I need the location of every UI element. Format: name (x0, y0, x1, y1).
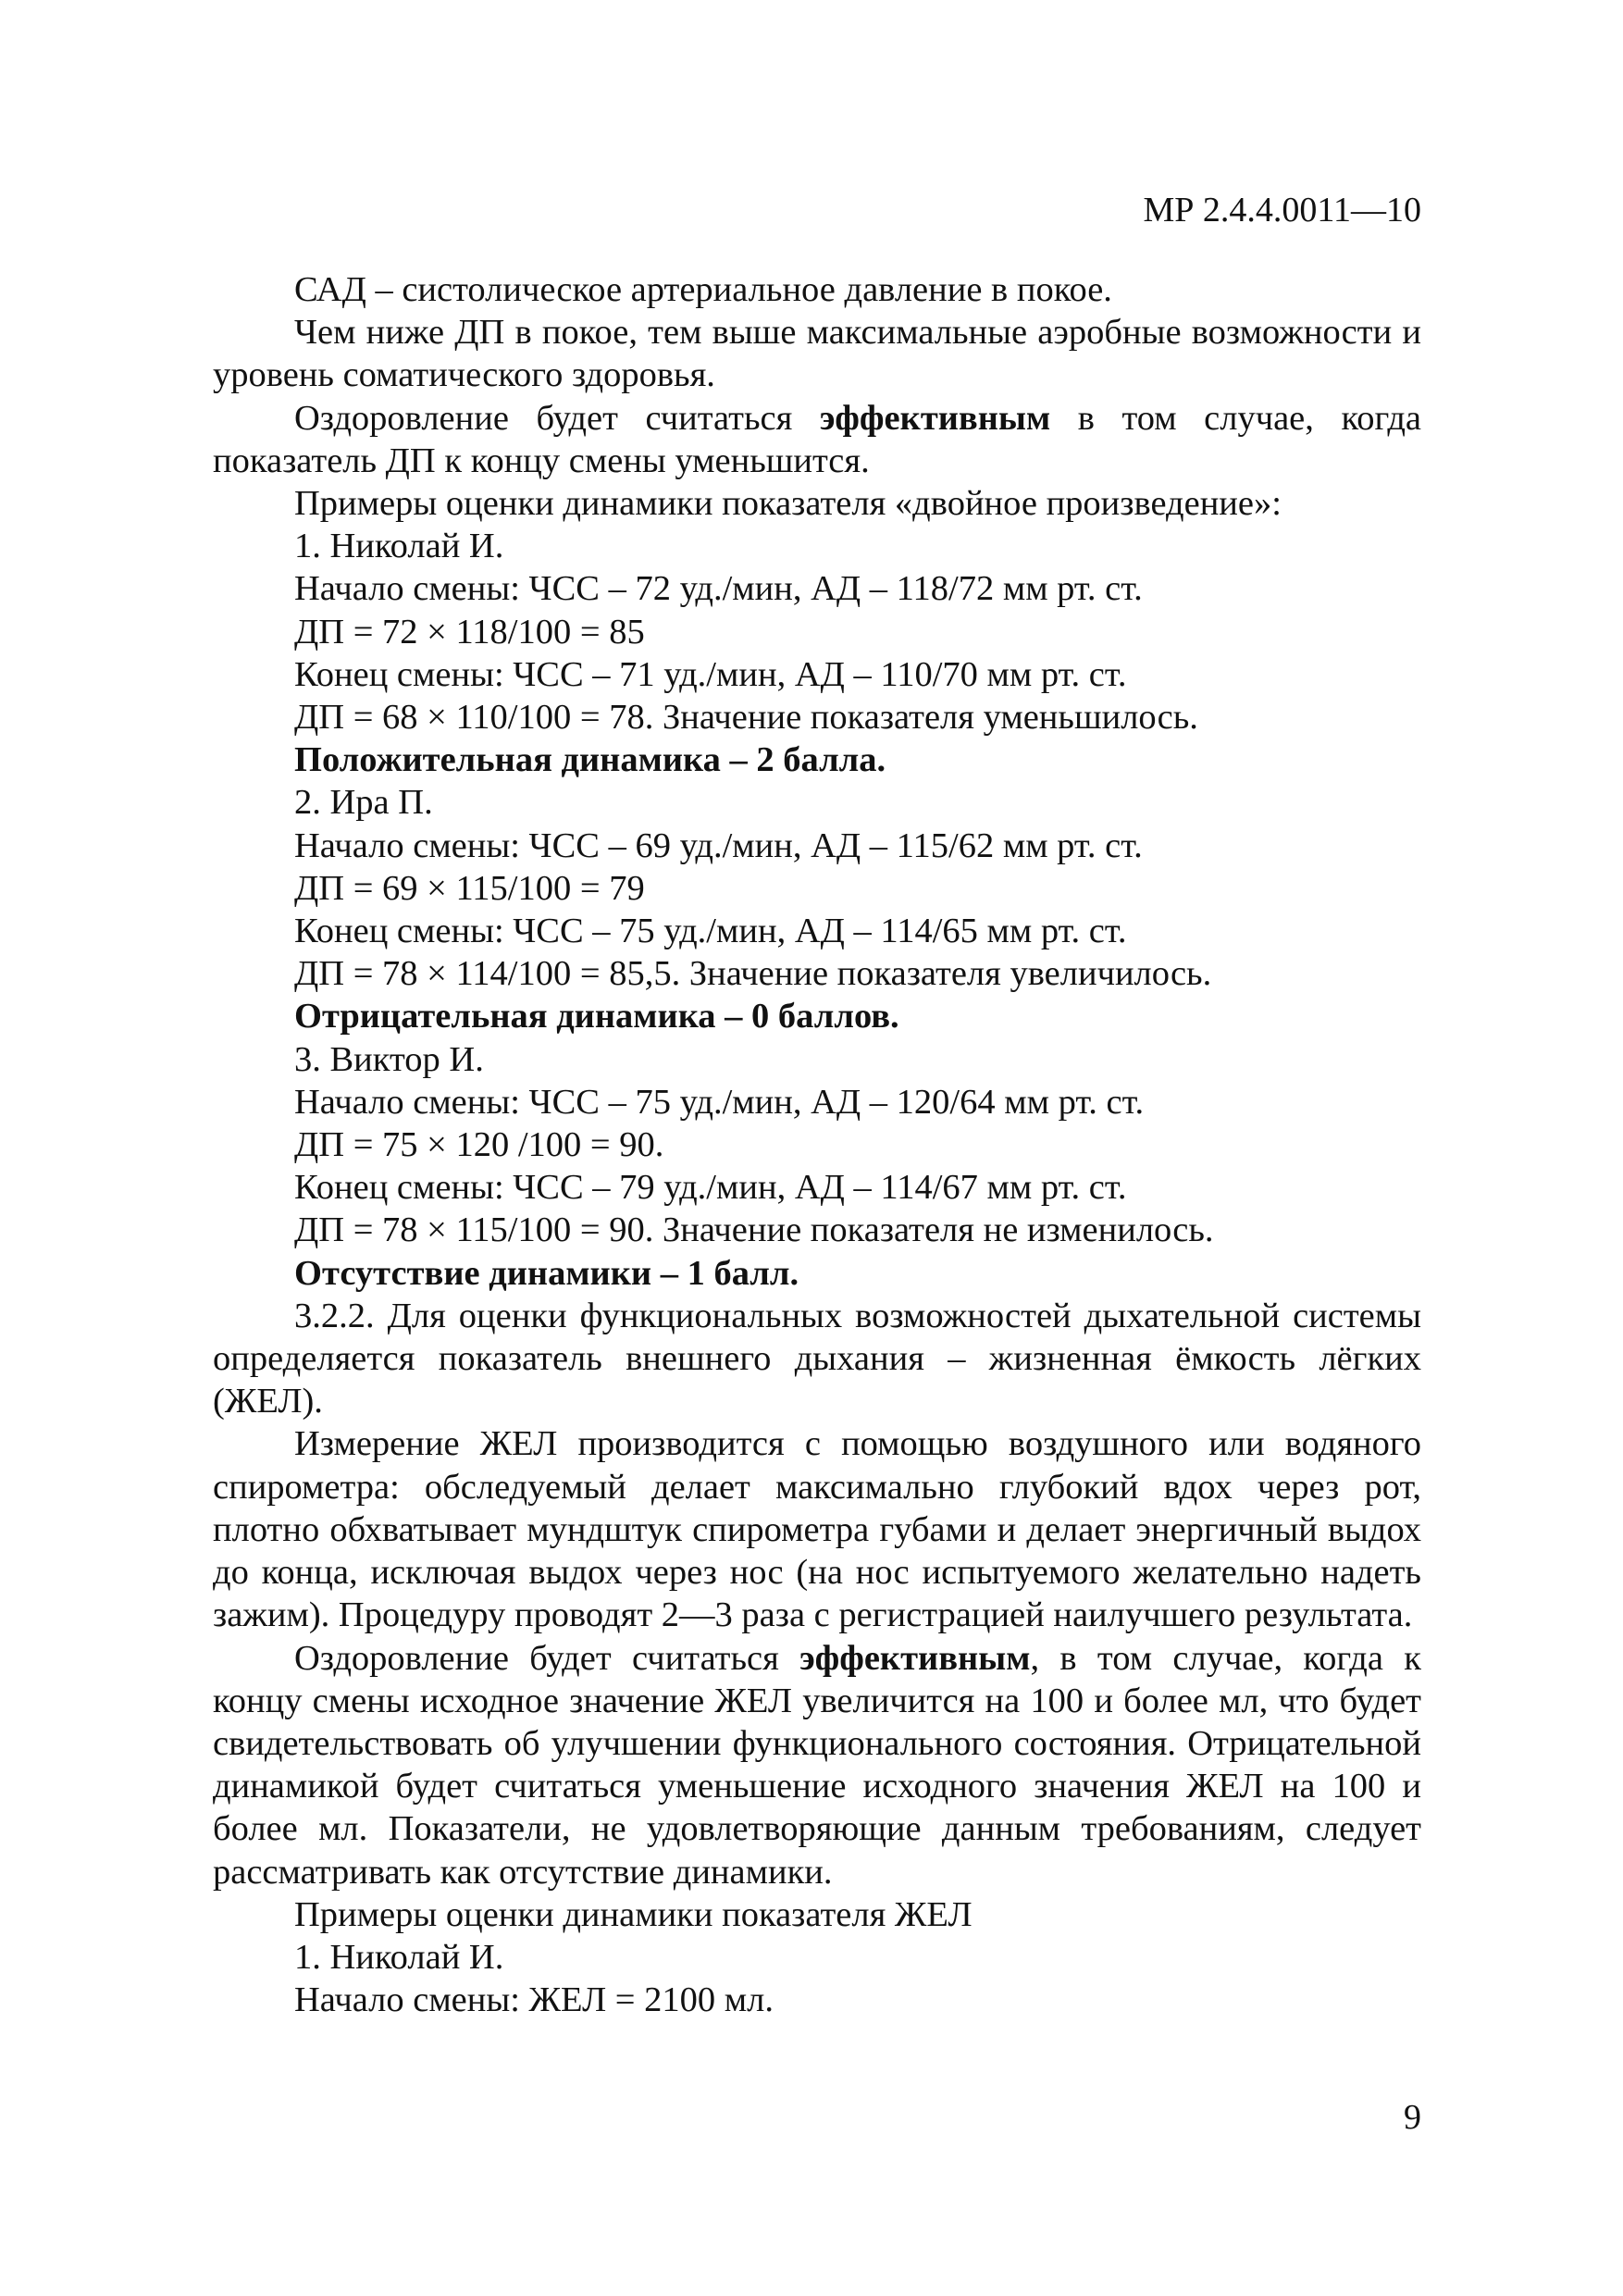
emphasis-text: эффективным (819, 398, 1051, 438)
body-paragraph: ДП = 68 × 110/100 = 78. Значение показателя уменьшилось. (294, 698, 1198, 738)
body-paragraph: 1. Николай И. (294, 527, 504, 566)
bold-text: Отрицательная динамика – 0 баллов. (294, 997, 899, 1036)
body-paragraph: Конец смены: ЧСС – 79 уд./мин, АД – 114/67 мм рт. ст. (294, 1168, 1127, 1208)
body-paragraph: ДП = 69 × 115/100 = 79 (294, 868, 645, 908)
body-paragraph: Начало смены: ЧСС – 72 уд./мин, АД – 118/72 мм рт. ст. (294, 569, 1143, 609)
body-paragraph (213, 397, 1421, 482)
bold-paragraph (213, 995, 1421, 1037)
page-number: 9 (1404, 2098, 1421, 2137)
body-paragraph: 2. Ира П. (294, 783, 433, 823)
body-paragraph: ДП = 78 × 115/100 = 90. Значение показателя не изменилось. (294, 1210, 1214, 1250)
document-code-header: МР 2.4.4.0011—10 (1143, 191, 1421, 230)
paragraph-text: , в том случае, когда к концу смены исходное значение ЖЕЛ увеличится на 100 и более мл, что будет свидетельствовать об улучшении функционального состояния. Отрицательной динамикой будет считаться уменьшение исходного значения ЖЕЛ на 100 и более мл. Показатели, не удовлетворяющие данным требованиям, следует рассматривать как отсутствие динамики. (213, 1638, 1421, 1892)
paragraph-text: Оздоровление будет считаться (294, 398, 820, 438)
body-paragraph: САД – систолическое артериальное давление в покое. (294, 270, 1112, 309)
body-paragraph: Измерение ЖЕЛ производится с помощью воздушного или водяного спирометра: обследуемый делает максимально глубокий вдох через рот, плотно обхватывает мундштук спирометра губами и делает энергичный выдох до конца, исключая выдох через нос (на нос испытуемого желательно надеть зажим). Процедуру проводят 2—3 раза с регистрацией наилучшего результата. (213, 1424, 1421, 1635)
document-body (213, 268, 1421, 2021)
body-paragraph: ДП = 75 × 120 /100 = 90. (294, 1125, 664, 1165)
bold-paragraph (213, 738, 1421, 781)
body-paragraph: Конец смены: ЧСС – 75 уд./мин, АД – 114/65 мм рт. ст. (294, 912, 1127, 951)
body-paragraph: Примеры оценки динамики показателя «двойное произведение»: (294, 484, 1282, 524)
paragraph-text: Оздоровление будет считаться (294, 1638, 800, 1678)
body-paragraph: 3. Виктор И. (294, 1039, 484, 1079)
body-paragraph: Примеры оценки динамики показателя ЖЕЛ (294, 1894, 973, 1934)
bold-paragraph (213, 1252, 1421, 1295)
body-paragraph: ДП = 72 × 118/100 = 85 (294, 612, 645, 652)
body-paragraph: ДП = 78 × 114/100 = 85,5. Значение показателя увеличилось. (294, 954, 1212, 994)
body-paragraph: 3.2.2. Для оценки функциональных возможностей дыхательной системы определяется показатель внешнего дыхания – жизненная ёмкость лёгких (ЖЕЛ). (213, 1296, 1421, 1421)
body-paragraph: Конец смены: ЧСС – 71 уд./мин, АД – 110/70 мм рт. ст. (294, 654, 1127, 694)
paragraph-text: в том случае, когда показатель ДП к концу смены уменьшится. (213, 398, 1421, 480)
body-paragraph: Начало смены: ЧСС – 69 уд./мин, АД – 115/62 мм рт. ст. (294, 825, 1143, 865)
body-paragraph: 1. Николай И. (294, 1937, 504, 1977)
body-paragraph: Чем ниже ДП в покое, тем выше максимальные аэробные возможности и уровень соматического здоровья. (213, 313, 1421, 395)
body-paragraph: Начало смены: ЖЕЛ = 2100 мл. (294, 1980, 774, 2020)
bold-text: Отсутствие динамики – 1 балл. (294, 1253, 799, 1293)
body-paragraph (213, 1637, 1421, 1893)
emphasis-text: эффективным (799, 1638, 1031, 1678)
body-paragraph: Начало смены: ЧСС – 75 уд./мин, АД – 120/64 мм рт. ст. (294, 1082, 1145, 1122)
bold-text: Положительная динамика – 2 балла. (294, 740, 886, 780)
